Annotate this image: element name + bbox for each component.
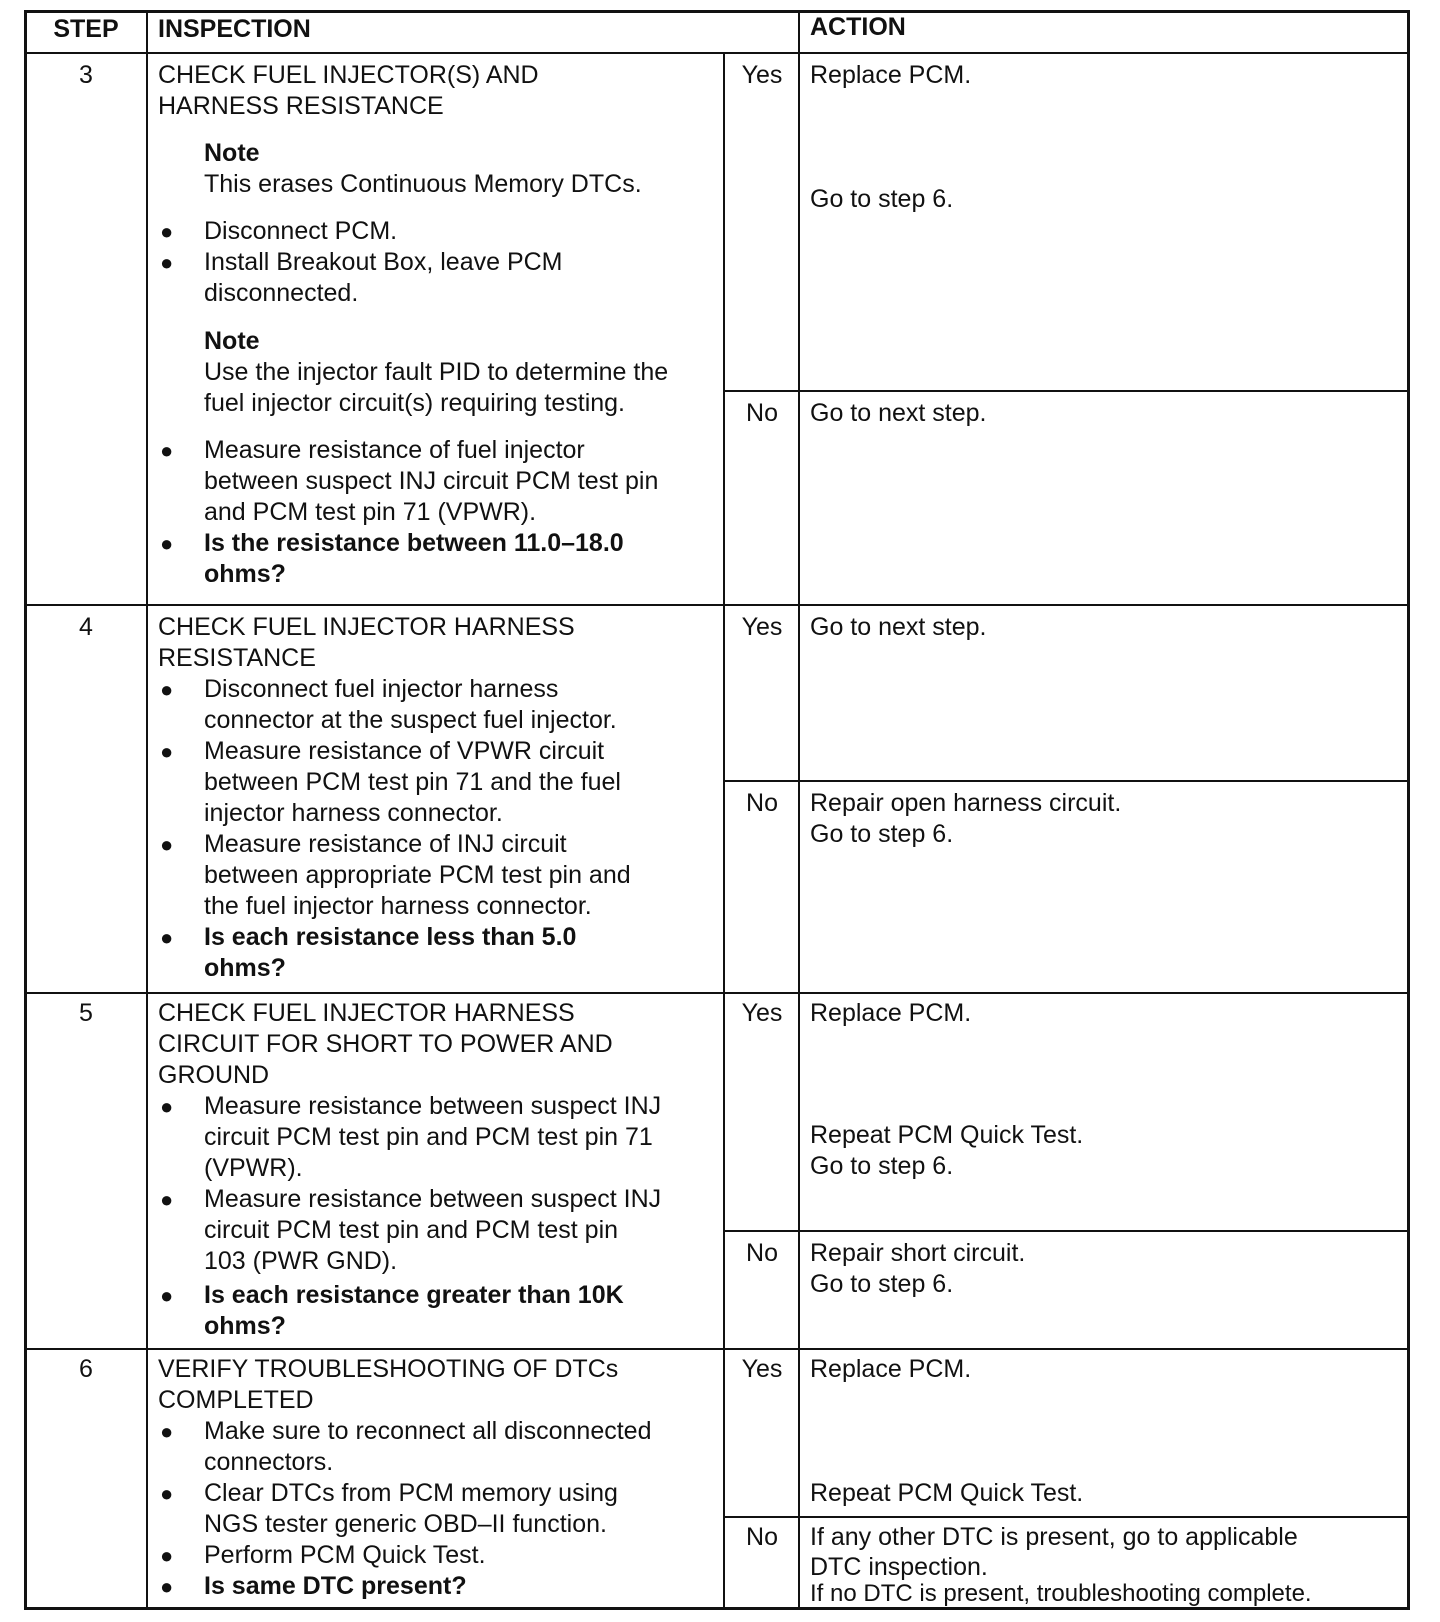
action-text: If no DTC is present, troubleshooting complete. (810, 1580, 1312, 1607)
question-text: Is each resistance less than 5.0 (204, 923, 577, 951)
header-step: STEP (53, 15, 119, 43)
action-text: Go to next step. (810, 399, 987, 427)
bullet-text: Measure resistance of fuel injector (204, 436, 585, 464)
action-text: Replace PCM. (810, 61, 972, 89)
bullet-text: circuit PCM test pin and PCM test pin 71 (204, 1123, 653, 1151)
bullet-icon: ● (160, 1419, 174, 1444)
action-text: Repeat PCM Quick Test. (810, 1121, 1084, 1149)
step-title: GROUND (158, 1061, 270, 1089)
bullet-icon: ● (160, 1187, 174, 1212)
question-text: ohms? (204, 1312, 286, 1340)
step-title: HARNESS RESISTANCE (158, 92, 444, 120)
no-label: No (746, 1239, 778, 1267)
action-text: If any other DTC is present, go to applicable (810, 1523, 1298, 1551)
bullet-text: 103 (PWR GND). (204, 1247, 398, 1275)
bullet-text: disconnected. (204, 279, 359, 307)
bullet-text: Disconnect fuel injector harness (204, 675, 559, 703)
bullet-text: between suspect INJ circuit PCM test pin (204, 467, 659, 495)
step-divider-4-5 (24, 992, 1410, 994)
step-divider-3-4 (24, 604, 1410, 606)
yes-label: Yes (741, 61, 783, 89)
action-text: Go to step 6. (810, 1152, 954, 1180)
bullet-icon: ● (160, 1094, 174, 1119)
step-title: CHECK FUEL INJECTOR HARNESS (158, 999, 575, 1027)
action-text: Repair short circuit. (810, 1239, 1026, 1267)
bullet-text: injector harness connector. (204, 799, 503, 827)
action-text: Replace PCM. (810, 999, 972, 1027)
action-text: Go to step 6. (810, 185, 954, 213)
no-label: No (746, 789, 778, 817)
bullet-text: Perform PCM Quick Test. (204, 1541, 486, 1569)
yes-label: Yes (741, 613, 783, 641)
bullet-text: NGS tester generic OBD–II function. (204, 1510, 607, 1538)
bullet-icon: ● (160, 1543, 174, 1568)
bullet-text: Measure resistance between suspect INJ (204, 1185, 662, 1213)
bullet-icon: ● (160, 1481, 174, 1506)
no-label: No (746, 1523, 778, 1551)
action-text: Go to step 6. (810, 820, 954, 848)
bullet-text: Measure resistance of INJ circuit (204, 830, 567, 858)
bullet-text: and PCM test pin 71 (VPWR). (204, 498, 537, 526)
bullet-icon: ● (160, 531, 174, 556)
step-title: CHECK FUEL INJECTOR HARNESS (158, 613, 575, 641)
action-text: DTC inspection. (810, 1553, 988, 1581)
bullet-icon: ● (160, 219, 174, 244)
yesno-divider-3 (723, 390, 1410, 392)
header-action: ACTION (810, 13, 906, 41)
step-divider-5-6 (24, 1348, 1410, 1350)
step-title: CHECK FUEL INJECTOR(S) AND (158, 61, 539, 89)
question-text: Is each resistance greater than 10K (204, 1281, 624, 1309)
bullet-text: Install Breakout Box, leave PCM (204, 248, 563, 276)
bullet-text: Make sure to reconnect all disconnected (204, 1417, 652, 1445)
bullet-icon: ● (160, 1283, 174, 1308)
step-title: COMPLETED (158, 1386, 314, 1414)
note-label: Note (204, 327, 260, 355)
col-divider-step (146, 10, 148, 1610)
bullet-icon: ● (160, 1574, 174, 1599)
bullet-icon: ● (160, 739, 174, 764)
yes-label: Yes (741, 999, 783, 1027)
bullet-text: circuit PCM test pin and PCM test pin (204, 1216, 619, 1244)
bullet-icon: ● (160, 438, 174, 463)
question-text: Is the resistance between 11.0–18.0 (204, 529, 624, 557)
note-text: This erases Continuous Memory DTCs. (204, 170, 642, 198)
action-text: Repeat PCM Quick Test. (810, 1479, 1084, 1507)
step-number: 4 (79, 613, 93, 641)
bullet-icon: ● (160, 925, 174, 950)
step-title: RESISTANCE (158, 644, 316, 672)
bullet-text: (VPWR). (204, 1154, 303, 1182)
action-text: Replace PCM. (810, 1355, 972, 1383)
step-title: VERIFY TROUBLESHOOTING OF DTCs (158, 1355, 619, 1383)
step-number: 3 (79, 61, 93, 89)
bullet-text: between PCM test pin 71 and the fuel (204, 768, 621, 796)
action-text: Go to step 6. (810, 1270, 954, 1298)
bullet-text: connectors. (204, 1448, 334, 1476)
header-inspection: INSPECTION (158, 15, 311, 43)
step-title: CIRCUIT FOR SHORT TO POWER AND (158, 1030, 613, 1058)
bullet-icon: ● (160, 250, 174, 275)
bullet-text: connector at the suspect fuel injector. (204, 706, 617, 734)
step-number: 5 (79, 999, 93, 1027)
note-text: Use the injector fault PID to determine the (204, 358, 669, 386)
bullet-text: the fuel injector harness connector. (204, 892, 592, 920)
yes-label: Yes (741, 1355, 783, 1383)
bullet-icon: ● (160, 677, 174, 702)
no-label: No (746, 399, 778, 427)
bullet-text: Disconnect PCM. (204, 217, 398, 245)
action-text: Go to next step. (810, 613, 987, 641)
bullet-text: Measure resistance of VPWR circuit (204, 737, 605, 765)
yesno-divider-6 (723, 1516, 1410, 1518)
bullet-text: Measure resistance between suspect INJ (204, 1092, 662, 1120)
step-number: 6 (79, 1355, 93, 1383)
yesno-divider-4 (723, 780, 1410, 782)
header-divider (24, 52, 1410, 54)
question-text: ohms? (204, 560, 286, 588)
bullet-text: between appropriate PCM test pin and (204, 861, 631, 889)
note-label: Note (204, 139, 260, 167)
note-text: fuel injector circuit(s) requiring testing. (204, 389, 625, 417)
question-text: Is same DTC present? (204, 1572, 467, 1600)
bullet-icon: ● (160, 832, 174, 857)
action-text: Repair open harness circuit. (810, 789, 1122, 817)
yesno-divider-5 (723, 1230, 1410, 1232)
question-text: ohms? (204, 954, 286, 982)
bullet-text: Clear DTCs from PCM memory using (204, 1479, 618, 1507)
